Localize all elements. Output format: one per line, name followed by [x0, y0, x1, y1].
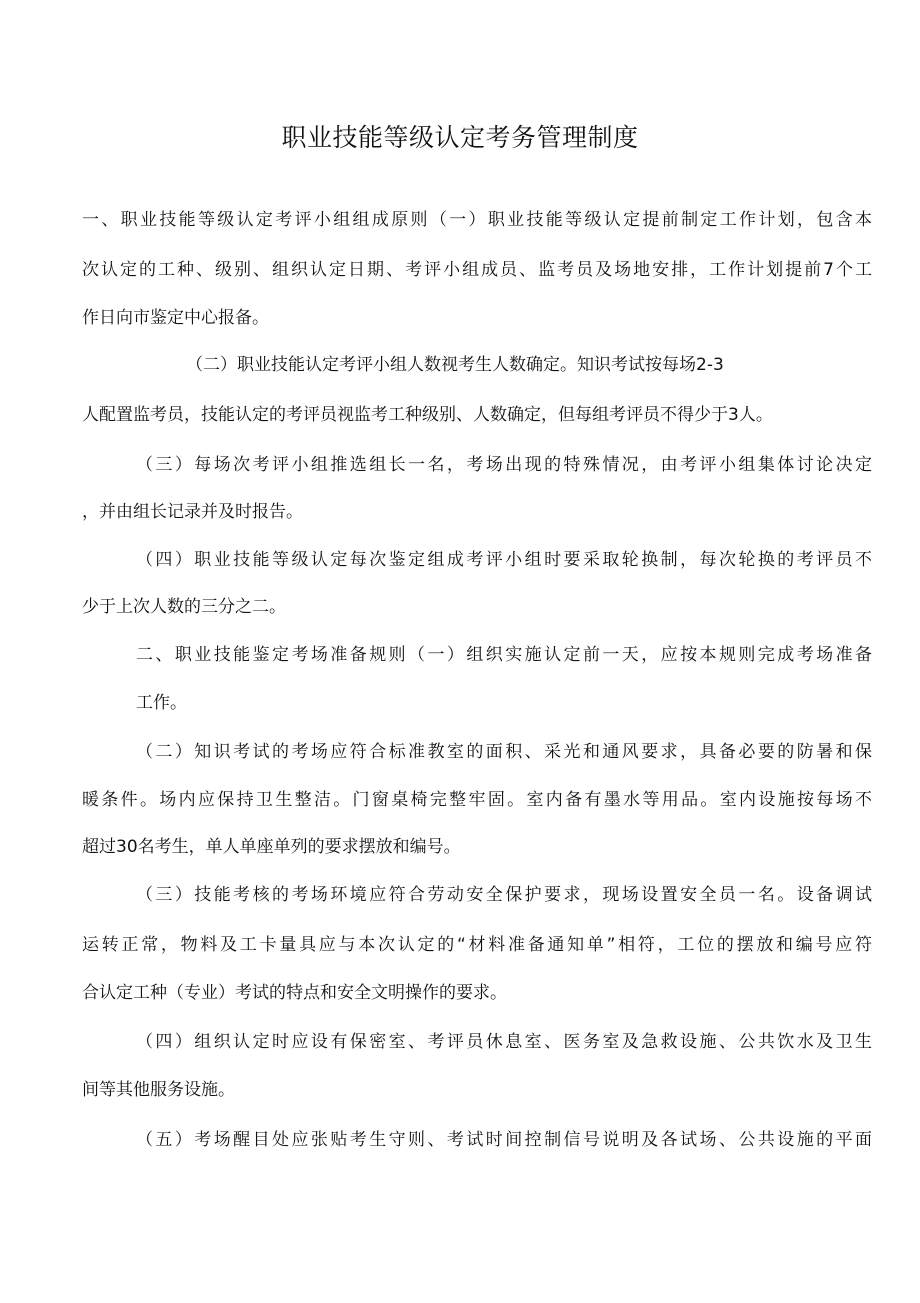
paragraph-line: （四）职业技能等级认定每次鉴定组成考评小组时要采取轮换制，每次轮换的考评员不: [136, 550, 872, 570]
paragraph-line: 合认定工种（专业）考试的特点和安全文明操作的要求。: [82, 983, 507, 1003]
paragraph-line: （五）考场醒目处应张贴考生守则、考试时间控制信号说明及各试场、公共设施的平面: [136, 1130, 872, 1150]
paragraph-line: 次认定的工种、级别、组织认定日期、考评小组成员、监考员及场地安排，工作计划提前7个工: [82, 260, 872, 280]
paragraph-line: 人配置监考员，技能认定的考评员视监考工种级别、人数确定，但每组考评员不得少于3人。: [82, 405, 773, 425]
paragraph-line: （三）技能考核的考场环境应符合劳动安全保护要求，现场设置安全员一名。设备调试: [136, 885, 872, 905]
paragraph-line: 暖条件。场内应保持卫生整洁。门窗桌椅完整牢固。室内备有墨水等用品。室内设施按每场不: [82, 790, 872, 810]
paragraph-line: 少于上次人数的三分之二。: [82, 597, 286, 617]
paragraph-line: （二）职业技能认定考评小组人数视考生人数确定。知识考试按每场2-3: [186, 355, 724, 375]
paragraph-line: 工作。: [136, 693, 187, 713]
paragraph-line: ，并由组长记录并及时报告。: [82, 502, 303, 522]
paragraph-line: （三）每场次考评小组推选组长一名，考场出现的特殊情况，由考评小组集体讨论决定: [136, 455, 872, 475]
paragraph-line: 一、职业技能等级认定考评小组组成原则（一）职业技能等级认定提前制定工作计划，包含本: [82, 210, 872, 230]
paragraph-line: （四）组织认定时应设有保密室、考评员休息室、医务室及急救设施、公共饮水及卫生: [136, 1032, 872, 1052]
paragraph-line: 二、职业技能鉴定考场准备规则（一）组织实施认定前一天，应按本规则完成考场准备: [136, 645, 872, 665]
document-title: 职业技能等级认定考务管理制度: [281, 123, 639, 152]
paragraph-line: 间等其他服务设施。: [82, 1080, 235, 1100]
paragraph-line: 作日向市鉴定中心报备。: [82, 308, 269, 328]
paragraph-line: 超过30名考生，单人单座单列的要求摆放和编号。: [82, 837, 461, 857]
paragraph-line: （二）知识考试的考场应符合标准教室的面积、采光和通风要求，具备必要的防暑和保: [136, 742, 872, 762]
paragraph-line: 运转正常，物料及工卡量具应与本次认定的“材料准备通知单”相符，工位的摆放和编号应符: [82, 935, 872, 955]
